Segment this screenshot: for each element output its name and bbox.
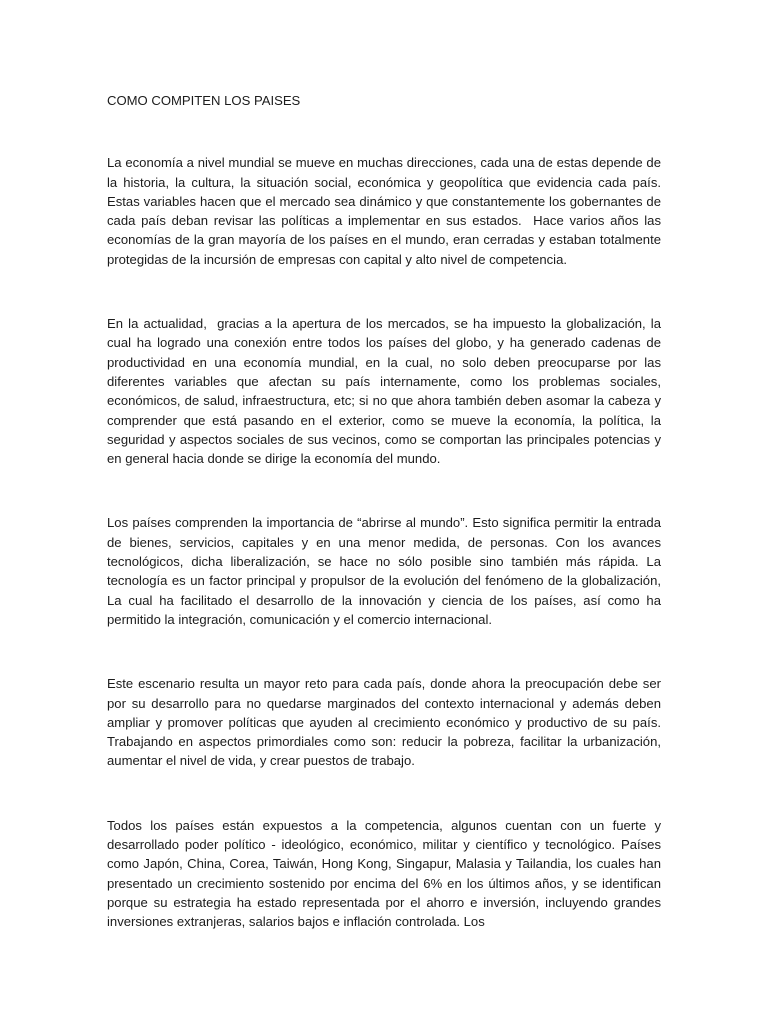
paragraph-escenario: Este escenario resulta un mayor reto para cada país, donde ahora la preocupación debe ser por su desarrollo para no quedarse marginados del contexto internacional y además deben ampliar y promover políticas que ayuden al crecimiento económico y productivo de su país. Trabajando en aspectos primordiales como son: reducir la pobreza, facilitar la urbanización, aumentar el nivel de vida, y crear puestos de trabajo. [107,676,665,769]
paragraph-abrirse-al-mundo: Los países comprenden la importancia de “abrirse al mundo”. Esto significa permitir la entrada de bienes, servicios, capitales y en una menor medida, de personas. Con los avances tecnológicos, dicha liberalización, se hace no sólo posible sino también más rápida. La tecnología es un factor principal y propulsor de la evolución del fenómeno de la globalización, La cual ha facilitado el desarrollo de la innovación y ciencia de los países, así como ha permitido la integración, comunicación y el comercio internacional. [107,515,669,627]
document-title: COMO COMPITEN LOS PAISES [107,93,301,108]
paragraph-competencia: Todos los países están expuestos a la competencia, algunos cuentan con un fuerte y desarrollado poder político - ideológico, económico, militar y científico y tecnológico. Países como Japón, China, Corea, Taiwán, Hong Kong, Singapur, Malasia y Tailandia, los cuales han presentado un crecimiento sostenido por encima del 6% en los últimos años, y se identifican porque su estrategia ha estado representada por el ahorro e inversión, incluyendo grandes inversiones extranjeras, salarios bajos e inflación controlada. Los [107,817,665,930]
paragraph-intro: La economía a nivel mundial se mueve en muchas direcciones, cada una de estas depende de la historia, la cultura, la situación social, económica y geopolítica que evidencia cada país. Estas variables hacen que el mercado sea dinámico y que constantemente los gobernantes de cada país deban revisar las políticas a implementar en sus estados. Hace varios años las economías de la gran mayoría de los países en el mundo, eran cerradas y estaban totalmente protegidas de la incursión de empresas con capital y alto nivel de competencia. [107,155,676,267]
paragraph-actualidad: En la actualidad, gracias a la apertura de los mercados, se ha impuesto la globalización, la cual ha logrado una conexión entre todos los países del globo, y ha generado cadenas de productividad en una economía mundial, en la cual, no solo deben preocuparse por las diferentes variables que afectan su país internamente, como los problemas sociales, económicos, de salud, infraestructura, etc; si no que ahora también deben asomar la cabeza y comprender que está pasando en el exterior, como se mueve la economía, la política, la seguridad y aspectos sociales de sus vecinos, como se comportan las principales potencias y en general hacia donde se dirige la economía del mundo. [107,316,665,467]
document-page [107,91,676,932]
